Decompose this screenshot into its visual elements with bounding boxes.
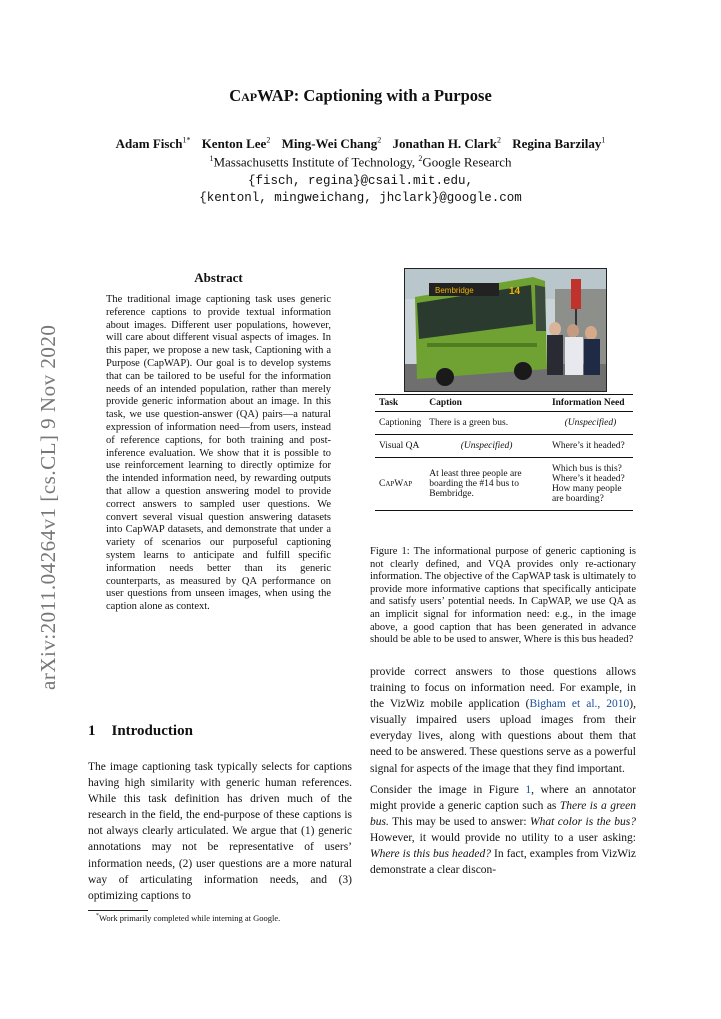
- table-cell-task: CapWap: [375, 458, 425, 511]
- bus-illustration: [405, 269, 606, 391]
- author: Regina Barzilay$^1$: [512, 136, 606, 152]
- affiliations: $^1$Massachusetts Institute of Technology, $^2$Google Research: [209, 154, 512, 170]
- title-rest: WAP: Captioning with a Purpose: [257, 86, 492, 105]
- author: Ming-Wei Chang$^2$: [281, 136, 382, 152]
- figure-1-caption: Figure 1: The informational purpose of generic captioning is not clearly defined, and VQA provides only re-actionary information. The objective of the CapWAP task is ultimately to provide more informative captions that specifically anticipate and satisfy users’ potential needs. In CapWAP, we use QA as an implicit signal for information need: e.g., in the image above, a good caption that has been generated in advance should be able to be used to answer, Where is this bus headed?: [370, 546, 636, 646]
- email-line-1: {fisch, regina}@csail.mit.edu,: [247, 174, 474, 188]
- table-header: Task: [375, 395, 425, 412]
- table-cell-need: (Unspecified): [548, 412, 633, 435]
- author: Kenton Lee$^2$: [201, 136, 271, 152]
- footnote-rule: [88, 910, 148, 911]
- author: Jonathan H. Clark$^2$: [392, 136, 501, 152]
- table-cell-caption: (Unspecified): [425, 435, 548, 458]
- email-line-2: {kentonl, mingweichang, jhclark}@google.com: [199, 191, 522, 205]
- author: Adam Fisch$^{1*}$: [115, 136, 191, 152]
- bus-sign-text: Bembridge: [435, 286, 474, 295]
- figure-1-image: [404, 268, 607, 392]
- table-cell-caption: At least three people are boarding the #14 bus to Bembridge.: [425, 458, 548, 511]
- table-header: Caption: [425, 395, 548, 412]
- section-heading-introduction: 1 Introduction: [88, 723, 193, 739]
- title-small-caps: Cap: [229, 86, 258, 105]
- table-cell-task: Captioning: [375, 412, 425, 435]
- arxiv-stamp: arXiv:2011.04264v1 [cs.CL] 9 Nov 2020: [36, 324, 60, 690]
- abstract-body: The traditional image captioning task uses generic reference captions to provide textual information about images. Different user populations, however, will care about different visual aspects of images. In this paper, we propose a new task, Captioning with a Purpose (CapWAP). Our goal is to develop systems that can be tailored to be useful for the information needs of an intended population, rather than merely provide generic information about an image. In this task, we use question-answer (QA) pairs—a natural expression of information need—from users, instead of reference captions, for both training and post-inference evaluation. We show that it is possible to use reinforcement learning to directly optimize for the intended information need, by rewarding outputs that allow a question answering model to provide correct answers to sampled user questions. We convert several visual question answering datasets into CapWAP datasets, and demonstrate that under a variety of scenarios our purposeful captioning system learns to anticipate and fulfill specific information needs better than its generic counterparts, as measured by QA performance on user questions from unseen images, when using the caption alone as context.: [106, 294, 331, 613]
- abstract-heading: Abstract: [194, 270, 243, 285]
- table-header: Information Need: [548, 395, 633, 412]
- bus-route-number: 14: [509, 286, 521, 297]
- table-header-row: [375, 395, 633, 412]
- table-row: [375, 458, 633, 511]
- table-cell-task: Visual QA: [375, 435, 425, 458]
- table-row: [375, 412, 633, 435]
- figure-ref-link[interactable]: 1: [525, 783, 532, 796]
- paper-title: [0, 86, 721, 106]
- paragraph: provide correct answers to those questions allows training to focus on information need. For example, in the VizWiz mobile application (Bigham et al., 2010), visually impaired users upload images from their everyday lives, along with questions about them that need to be answered. These questions serve as a powerful signal for aspects of the image that they find important.: [370, 666, 637, 775]
- table-cell-need: Where’s it headed?: [548, 435, 633, 458]
- author-list: [0, 136, 721, 152]
- table-row: [375, 435, 633, 458]
- column-2-body: [370, 664, 636, 883]
- table-cell-need: Which bus is this? Where’s it headed? How many people are boarding?: [548, 458, 633, 511]
- table-cell-caption: There is a green bus.: [425, 412, 548, 435]
- footnote: *Work primarily completed while interning at Google.: [96, 913, 281, 923]
- introduction-body: The image captioning task typically selects for captions having high similarity with generic human references. While this task definition has driven much of the research in the field, the end-purpose of these captions is not always clearly articulated. We argue that (1) generic annotations may not be representative of users’ information needs, (2) user questions are a more natural way of articulating information needs, and (3) optimizing captions to: [88, 761, 352, 902]
- citation-link[interactable]: Bigham et al., 2010: [529, 698, 630, 711]
- paragraph: Consider the image in Figure 1, where an annotator might provide a generic caption such as There is a green bus. This may be used to answer: What color is the bus? However, it would provide no utility to a user asking: Where is this bus headed? In fact, examples from VizWiz demonstrate a clear discon-: [370, 783, 636, 877]
- figure-1-table: [375, 394, 633, 511]
